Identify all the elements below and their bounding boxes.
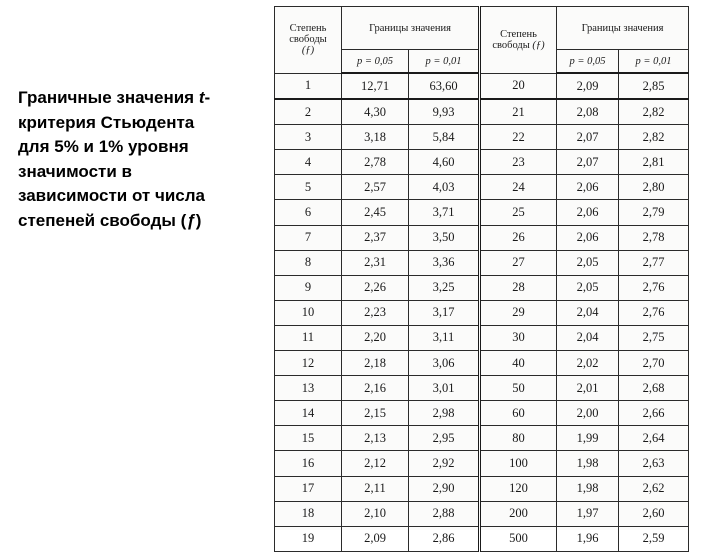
t-table-scan bbox=[274, 6, 688, 546]
cell-p01-right: 2,62 bbox=[619, 476, 689, 501]
cell-p01-left: 2,90 bbox=[409, 476, 480, 501]
caption-close-paren: ) bbox=[195, 210, 202, 230]
table-row bbox=[275, 526, 689, 551]
cell-p05-left: 4,30 bbox=[342, 99, 409, 125]
table-row bbox=[275, 200, 689, 225]
cell-p05-right: 2,07 bbox=[557, 150, 619, 175]
cell-df-left: 18 bbox=[275, 501, 342, 526]
cell-p05-left: 2,78 bbox=[342, 150, 409, 175]
cell-p01-left: 3,71 bbox=[409, 200, 480, 225]
cell-df-right: 80 bbox=[480, 426, 557, 451]
header-df-left-line2: свободы bbox=[289, 34, 327, 46]
caption-line-3: для 5% и 1% уровня bbox=[18, 137, 189, 156]
cell-p01-right: 2,81 bbox=[619, 150, 689, 175]
table-row bbox=[275, 300, 689, 325]
cell-p01-right: 2,70 bbox=[619, 351, 689, 376]
cell-p01-right: 2,82 bbox=[619, 125, 689, 150]
cell-p05-right: 2,02 bbox=[557, 351, 619, 376]
cell-p05-right: 2,01 bbox=[557, 376, 619, 401]
table-row bbox=[275, 351, 689, 376]
cell-p05-right: 2,06 bbox=[557, 175, 619, 200]
header-p01-left: p = 0,01 bbox=[409, 50, 480, 74]
cell-p05-left: 2,23 bbox=[342, 300, 409, 325]
cell-p05-left: 2,45 bbox=[342, 200, 409, 225]
cell-df-left: 5 bbox=[275, 175, 342, 200]
cell-p05-left: 2,13 bbox=[342, 426, 409, 451]
cell-p05-left: 2,31 bbox=[342, 250, 409, 275]
cell-p01-left: 3,11 bbox=[409, 325, 480, 350]
caption-line-2: критерия Стьюдента bbox=[18, 112, 195, 132]
cell-p05-left: 2,12 bbox=[342, 451, 409, 476]
cell-p05-left: 2,26 bbox=[342, 275, 409, 300]
caption-f-symbol: ƒ bbox=[186, 210, 196, 230]
table-row bbox=[275, 476, 689, 501]
cell-p05-left: 2,16 bbox=[342, 376, 409, 401]
header-df-right-word: свободы bbox=[492, 39, 530, 51]
cell-df-left: 1 bbox=[275, 73, 342, 99]
cell-df-right: 20 bbox=[480, 73, 557, 99]
cell-df-right: 50 bbox=[480, 376, 557, 401]
cell-df-right: 29 bbox=[480, 300, 557, 325]
cell-p01-left: 3,17 bbox=[409, 300, 480, 325]
table-row bbox=[275, 175, 689, 200]
cell-p01-right: 2,64 bbox=[619, 426, 689, 451]
cell-df-left: 15 bbox=[275, 426, 342, 451]
cell-df-right: 28 bbox=[480, 275, 557, 300]
cell-p05-right: 2,00 bbox=[557, 401, 619, 426]
cell-p01-left: 3,06 bbox=[409, 351, 480, 376]
cell-p01-right: 2,80 bbox=[619, 175, 689, 200]
cell-df-right: 23 bbox=[480, 150, 557, 175]
table-row bbox=[275, 325, 689, 350]
cell-p05-right: 1,99 bbox=[557, 426, 619, 451]
cell-p05-right: 2,04 bbox=[557, 300, 619, 325]
cell-p05-left: 2,37 bbox=[342, 225, 409, 250]
header-df-right-line1: Степень bbox=[500, 28, 537, 40]
cell-p01-left: 3,01 bbox=[409, 376, 480, 401]
header-df-left-line1: Степень bbox=[289, 23, 327, 35]
cell-p05-right: 2,09 bbox=[557, 73, 619, 99]
cell-p01-right: 2,66 bbox=[619, 401, 689, 426]
cell-p05-right: 1,98 bbox=[557, 451, 619, 476]
cell-p01-left: 3,36 bbox=[409, 250, 480, 275]
header-bounds-right: Границы значения bbox=[557, 7, 689, 50]
cell-p01-right: 2,68 bbox=[619, 376, 689, 401]
cell-df-right: 25 bbox=[480, 200, 557, 225]
cell-p01-right: 2,79 bbox=[619, 200, 689, 225]
caption-line-4: значимости в bbox=[18, 161, 132, 181]
cell-df-left: 8 bbox=[275, 250, 342, 275]
cell-p05-right: 2,04 bbox=[557, 325, 619, 350]
cell-p05-right: 2,05 bbox=[557, 250, 619, 275]
header-bounds-left: Границы значения bbox=[342, 7, 480, 50]
header-df-left-line3: (ƒ) bbox=[301, 45, 315, 57]
table-row bbox=[275, 73, 689, 99]
cell-p01-left: 4,60 bbox=[409, 150, 480, 175]
header-df-right bbox=[480, 7, 557, 74]
table-row bbox=[275, 225, 689, 250]
cell-p05-right: 1,97 bbox=[557, 501, 619, 526]
caption-line-1 bbox=[18, 86, 268, 111]
cell-df-right: 60 bbox=[480, 401, 557, 426]
cell-p05-right: 2,08 bbox=[557, 99, 619, 125]
caption-line-6 bbox=[18, 209, 268, 234]
cell-p01-left: 2,88 bbox=[409, 501, 480, 526]
cell-df-right: 26 bbox=[480, 225, 557, 250]
table-row bbox=[275, 501, 689, 526]
table-row bbox=[275, 125, 689, 150]
cell-p01-right: 2,85 bbox=[619, 73, 689, 99]
cell-p05-left: 2,18 bbox=[342, 351, 409, 376]
cell-p01-right: 2,60 bbox=[619, 501, 689, 526]
cell-p01-right: 2,78 bbox=[619, 225, 689, 250]
table-row bbox=[275, 426, 689, 451]
cell-p05-left: 2,20 bbox=[342, 325, 409, 350]
table-row bbox=[275, 150, 689, 175]
header-p05-left: p = 0,05 bbox=[342, 50, 409, 74]
cell-p05-right: 2,05 bbox=[557, 275, 619, 300]
cell-df-left: 4 bbox=[275, 150, 342, 175]
cell-df-right: 30 bbox=[480, 325, 557, 350]
table-row bbox=[275, 401, 689, 426]
cell-p01-left: 2,92 bbox=[409, 451, 480, 476]
cell-p01-right: 2,63 bbox=[619, 451, 689, 476]
t-critical-values-table bbox=[274, 6, 689, 552]
header-df-left bbox=[275, 7, 342, 74]
cell-df-right: 21 bbox=[480, 99, 557, 125]
cell-p01-left: 63,60 bbox=[409, 73, 480, 99]
cell-df-right: 40 bbox=[480, 351, 557, 376]
cell-p01-left: 5,84 bbox=[409, 125, 480, 150]
cell-df-left: 13 bbox=[275, 376, 342, 401]
cell-p05-right: 2,06 bbox=[557, 200, 619, 225]
cell-p01-left: 2,98 bbox=[409, 401, 480, 426]
cell-p01-right: 2,76 bbox=[619, 300, 689, 325]
cell-df-left: 11 bbox=[275, 325, 342, 350]
table-row bbox=[275, 275, 689, 300]
header-p01-right: p = 0,01 bbox=[619, 50, 689, 74]
cell-p05-left: 2,57 bbox=[342, 175, 409, 200]
cell-df-left: 7 bbox=[275, 225, 342, 250]
cell-df-left: 10 bbox=[275, 300, 342, 325]
cell-p05-left: 2,11 bbox=[342, 476, 409, 501]
cell-p01-right: 2,76 bbox=[619, 275, 689, 300]
header-df-right-symbol: (ƒ) bbox=[532, 39, 545, 51]
cell-p05-left: 2,10 bbox=[342, 501, 409, 526]
cell-p01-left: 2,86 bbox=[409, 526, 480, 551]
caption-line-1-text: Граничные значения bbox=[18, 88, 199, 107]
header-df-right-line2 bbox=[481, 40, 556, 51]
table-row bbox=[275, 451, 689, 476]
cell-df-right: 200 bbox=[480, 501, 557, 526]
cell-p05-left: 3,18 bbox=[342, 125, 409, 150]
cell-p01-left: 4,03 bbox=[409, 175, 480, 200]
caption-text bbox=[18, 86, 268, 233]
cell-p05-right: 1,98 bbox=[557, 476, 619, 501]
cell-df-left: 14 bbox=[275, 401, 342, 426]
cell-df-left: 9 bbox=[275, 275, 342, 300]
cell-df-right: 120 bbox=[480, 476, 557, 501]
cell-df-left: 17 bbox=[275, 476, 342, 501]
cell-df-right: 500 bbox=[480, 526, 557, 551]
table-row bbox=[275, 376, 689, 401]
cell-p05-right: 1,96 bbox=[557, 526, 619, 551]
cell-df-right: 24 bbox=[480, 175, 557, 200]
header-p05-right: p = 0,05 bbox=[557, 50, 619, 74]
cell-df-left: 12 bbox=[275, 351, 342, 376]
caption-line-6-text: степеней свободы ( bbox=[18, 210, 187, 230]
cell-df-right: 22 bbox=[480, 125, 557, 150]
cell-p01-left: 3,50 bbox=[409, 225, 480, 250]
cell-df-left: 3 bbox=[275, 125, 342, 150]
cell-df-left: 6 bbox=[275, 200, 342, 225]
table-body bbox=[275, 73, 689, 551]
cell-p05-right: 2,06 bbox=[557, 225, 619, 250]
cell-p01-right: 2,82 bbox=[619, 99, 689, 125]
table-row bbox=[275, 250, 689, 275]
cell-p01-left: 9,93 bbox=[409, 99, 480, 125]
caption-hyphen: - bbox=[204, 88, 211, 107]
cell-p05-right: 2,07 bbox=[557, 125, 619, 150]
cell-p05-left: 2,15 bbox=[342, 401, 409, 426]
cell-df-left: 19 bbox=[275, 526, 342, 551]
cell-p05-left: 2,09 bbox=[342, 526, 409, 551]
cell-df-right: 27 bbox=[480, 250, 557, 275]
caption-t-symbol: t bbox=[198, 88, 205, 107]
cell-df-left: 2 bbox=[275, 99, 342, 125]
cell-p01-left: 3,25 bbox=[409, 275, 480, 300]
table-row bbox=[275, 99, 689, 125]
cell-p01-right: 2,75 bbox=[619, 325, 689, 350]
cell-df-left: 16 bbox=[275, 451, 342, 476]
cell-p01-right: 2,59 bbox=[619, 526, 689, 551]
caption-line-5: зависимости от числа bbox=[18, 186, 205, 205]
cell-p05-left: 12,71 bbox=[342, 73, 409, 99]
cell-p01-right: 2,77 bbox=[619, 250, 689, 275]
cell-df-right: 100 bbox=[480, 451, 557, 476]
cell-p01-left: 2,95 bbox=[409, 426, 480, 451]
